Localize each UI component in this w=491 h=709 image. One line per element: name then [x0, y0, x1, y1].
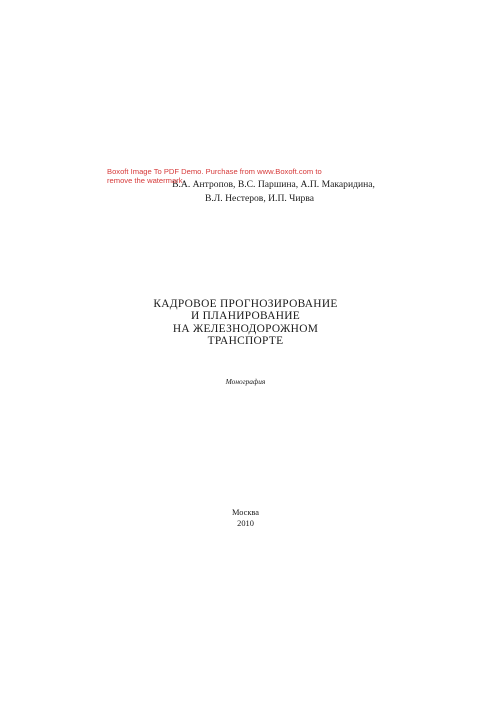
publication-year: 2010 — [237, 518, 254, 528]
demo-watermark — [107, 167, 347, 185]
authors-line-1: В.А. Антропов, В.С. Паршина, А.П. Макаридина, — [172, 179, 375, 190]
authors-line-2: В.Л. Нестеров, И.П. Чирва — [204, 193, 315, 204]
watermark-line-1: Boxoft Image To PDF Demo. Purchase from www.Boxoft.com to — [107, 167, 322, 176]
document-type: Монография — [225, 377, 266, 386]
watermark-line-2: remove the watermark — [107, 176, 183, 185]
title-line-1: КАДРОВОЕ ПРОГНОЗИРОВАНИЕ — [153, 298, 338, 310]
publication-city: Москва — [232, 508, 259, 517]
title-line-2: И ПЛАНИРОВАНИЕ — [190, 310, 301, 323]
title-line-3: НА ЖЕЛЕЗНОДОРОЖНОМ — [172, 322, 319, 335]
publication-info — [0, 508, 491, 529]
book-title — [0, 298, 491, 348]
title-line-4: ТРАНСПОРТЕ — [207, 335, 284, 348]
